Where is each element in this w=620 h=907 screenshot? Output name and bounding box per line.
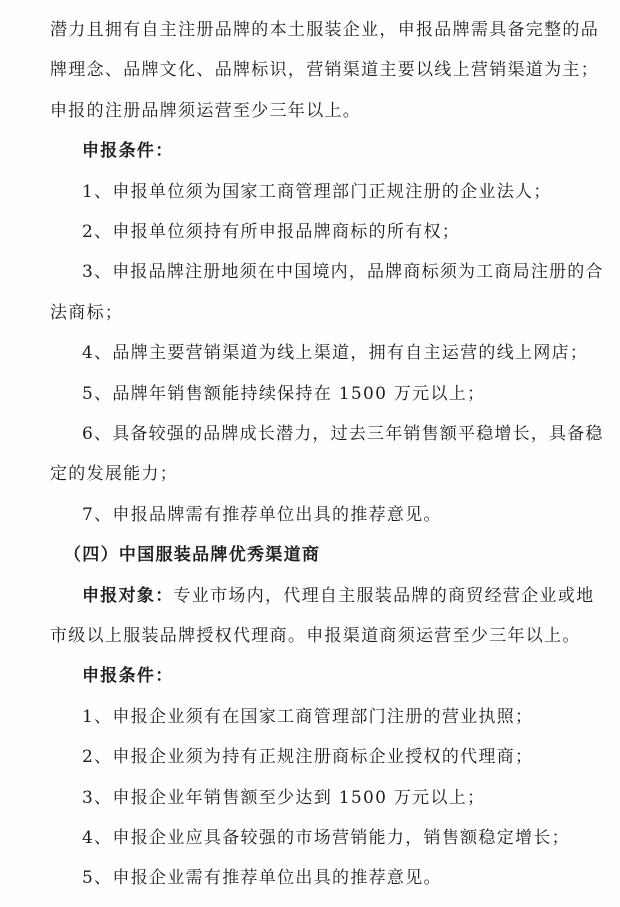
intro-line-2: 牌理念、品牌文化、品牌标识，营销渠道主要以线上营销渠道为主； (50, 60, 599, 80)
intro-line-1: 潜力且拥有自主注册品牌的本土服装企业，申报品牌需具备完整的品 (50, 20, 599, 40)
conditions-heading: 申报条件： (82, 141, 174, 161)
intro-line-3: 申报的注册品牌须运营至少三年以上。 (50, 101, 362, 121)
condition-item-3-line-1: 3、申报品牌注册地须在中国境内，品牌商标须为工商局注册的合 (82, 262, 604, 282)
condition-b-item-2: 2、申报企业须为持有正规注册商标企业授权的代理商； (82, 747, 534, 767)
target-text: 专业市场内，代理自主服装品牌的商贸经营企业或地 (173, 586, 595, 606)
condition-b-item-3: 3、申报企业年销售额至少达到 1500 万元以上； (82, 788, 486, 808)
target-line-2: 市级以上服装品牌授权代理商。申报渠道商须运营至少三年以上。 (50, 626, 581, 646)
condition-item-4: 4、品牌主要营销渠道为线上渠道，拥有自主运营的线上网店； (82, 343, 589, 363)
condition-item-6-line-2: 定的发展能力； (50, 464, 179, 484)
condition-b-item-5: 5、申报企业需有推荐单位出具的推荐意见。 (82, 868, 442, 888)
condition-item-6-line-1: 6、具备较强的品牌成长潜力，过去三年销售额平稳增长，具备稳 (82, 424, 604, 444)
condition-item-2: 2、申报单位须持有所申报品牌商标的所有权； (82, 222, 461, 242)
condition-b-item-4: 4、申报企业应具备较强的市场营销能力，销售额稳定增长； (82, 828, 570, 848)
target-line-1 (82, 584, 606, 608)
condition-item-1: 1、申报单位须为国家工商管理部门正规注册的企业法人； (82, 182, 552, 202)
condition-item-3-line-2: 法商标； (50, 303, 124, 323)
conditions-heading-2: 申报条件： (82, 666, 174, 686)
condition-item-5: 5、品牌年销售额能持续保持在 1500 万元以上； (82, 384, 486, 404)
target-label: 申报对象： (82, 586, 174, 606)
condition-b-item-1: 1、申报企业须有在国家工商管理部门注册的营业执照； (82, 707, 534, 727)
section-heading: （四）中国服装品牌优秀渠道商 (64, 545, 321, 565)
condition-item-7: 7、申报品牌需有推荐单位出具的推荐意见。 (82, 505, 442, 525)
